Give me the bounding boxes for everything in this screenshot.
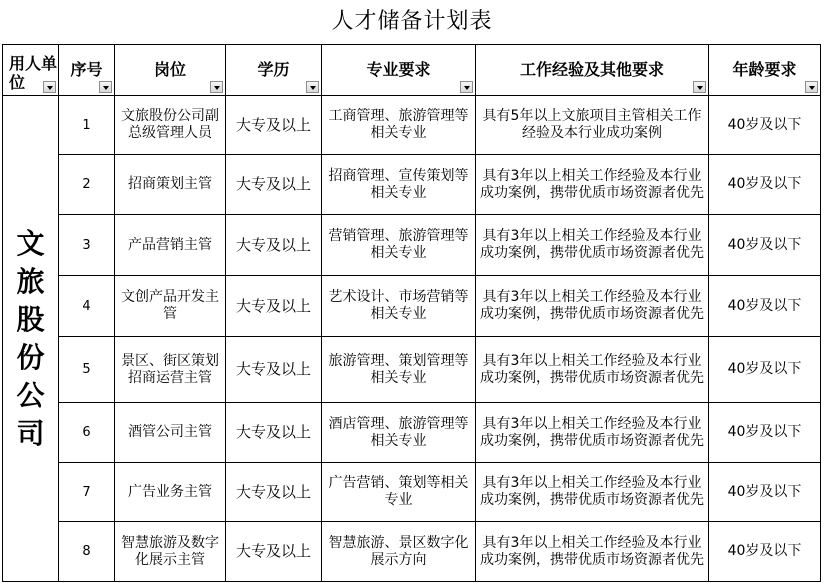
- major-cell: 智慧旅游、景区数字化展示方向: [322, 522, 476, 582]
- position-cell: 文创产品开发主管: [115, 276, 226, 337]
- header-row: [3, 45, 821, 96]
- table-row: [3, 522, 821, 582]
- company-cell: [3, 96, 59, 582]
- company-name: 文旅股份公司: [16, 226, 45, 450]
- header-major: [322, 45, 476, 96]
- header-experience-label: 工作经验及其他要求: [519, 60, 664, 79]
- major-cell: 艺术设计、市场营销等相关专业: [322, 276, 476, 337]
- header-age: [709, 45, 821, 96]
- header-seq: [59, 45, 115, 96]
- header-experience: [476, 45, 709, 96]
- filter-dropdown-icon[interactable]: [43, 81, 56, 93]
- education-cell: 大专及以上: [226, 522, 322, 582]
- position-cell: 产品营销主管: [115, 215, 226, 276]
- age-cell: 40岁及以下: [709, 522, 821, 582]
- experience-cell: 具有3年以上相关工作经验及本行业成功案例，携带优质市场资源者优先: [476, 155, 709, 215]
- education-cell: 大专及以上: [226, 155, 322, 215]
- position-cell: 招商策划主管: [115, 155, 226, 215]
- filter-dropdown-icon[interactable]: [210, 81, 223, 93]
- major-cell: 酒店管理、旅游管理等相关专业: [322, 403, 476, 463]
- seq-cell: 1: [59, 96, 115, 155]
- table-row: [3, 96, 821, 155]
- position-cell: 广告业务主管: [115, 463, 226, 522]
- table-row: [3, 403, 821, 463]
- age-cell: 40岁及以下: [709, 276, 821, 337]
- filter-dropdown-icon[interactable]: [306, 81, 319, 93]
- position-cell: 酒管公司主管: [115, 403, 226, 463]
- major-cell: 工商管理、旅游管理等相关专业: [322, 96, 476, 155]
- table-row: [3, 276, 821, 337]
- header-unit: [3, 45, 59, 96]
- experience-cell: 具有3年以上相关工作经验及本行业成功案例，携带优质市场资源者优先: [476, 276, 709, 337]
- age-cell: 40岁及以下: [709, 96, 821, 155]
- major-cell: 招商管理、宣传策划等相关专业: [322, 155, 476, 215]
- header-seq-label: 序号: [70, 60, 103, 79]
- seq-cell: 5: [59, 337, 115, 403]
- position-cell: 景区、街区策划招商运营主管: [115, 337, 226, 403]
- page-title: 人才储备计划表: [331, 9, 493, 34]
- header-education: [226, 45, 322, 96]
- education-cell: 大专及以上: [226, 337, 322, 403]
- seq-cell: 3: [59, 215, 115, 276]
- major-cell: 旅游管理、策划管理等相关专业: [322, 337, 476, 403]
- table-row: [3, 463, 821, 522]
- experience-cell: 具有3年以上相关工作经验及本行业成功案例，携带优质市场资源者优先: [476, 403, 709, 463]
- seq-cell: 4: [59, 276, 115, 337]
- table-row: [3, 215, 821, 276]
- table-row: [3, 337, 821, 403]
- seq-cell: 6: [59, 403, 115, 463]
- header-age-label: 年龄要求: [732, 60, 797, 79]
- position-cell: 智慧旅游及数字化展示主管: [115, 522, 226, 582]
- experience-cell: 具有3年以上相关工作经验及本行业成功案例，携带优质市场资源者优先: [476, 522, 709, 582]
- education-cell: 大专及以上: [226, 215, 322, 276]
- seq-cell: 2: [59, 155, 115, 215]
- header-major-label: 专业要求: [366, 60, 431, 79]
- age-cell: 40岁及以下: [709, 155, 821, 215]
- seq-cell: 8: [59, 522, 115, 582]
- age-cell: 40岁及以下: [709, 215, 821, 276]
- major-cell: 营销管理、旅游管理等相关专业: [322, 215, 476, 276]
- filter-dropdown-icon[interactable]: [805, 81, 818, 93]
- header-position-label: 岗位: [153, 60, 186, 79]
- major-cell: 广告营销、策划等相关专业: [322, 463, 476, 522]
- seq-cell: 7: [59, 463, 115, 522]
- education-cell: 大专及以上: [226, 96, 322, 155]
- filter-dropdown-icon[interactable]: [460, 81, 473, 93]
- education-cell: 大专及以上: [226, 463, 322, 522]
- experience-cell: 具有3年以上相关工作经验及本行业成功案例，携带优质市场资源者优先: [476, 463, 709, 522]
- education-cell: 大专及以上: [226, 403, 322, 463]
- age-cell: 40岁及以下: [709, 337, 821, 403]
- education-cell: 大专及以上: [226, 276, 322, 337]
- experience-cell: 具有5年以上文旅项目主管相关工作经验及本行业成功案例: [476, 96, 709, 155]
- age-cell: 40岁及以下: [709, 403, 821, 463]
- talent-plan-table: [2, 44, 821, 582]
- filter-dropdown-icon[interactable]: [693, 81, 706, 93]
- table-row: [3, 155, 821, 215]
- header-position: [115, 45, 226, 96]
- filter-dropdown-icon[interactable]: [99, 81, 112, 93]
- position-cell: 文旅股份公司副总级管理人员: [115, 96, 226, 155]
- age-cell: 40岁及以下: [709, 463, 821, 522]
- header-education-label: 学历: [257, 60, 290, 79]
- experience-cell: 具有3年以上相关工作经验及本行业成功案例，携带优质市场资源者优先: [476, 215, 709, 276]
- experience-cell: 具有3年以上相关工作经验及本行业成功案例，携带优质市场资源者优先: [476, 337, 709, 403]
- header-unit-label: 用人单位: [9, 53, 58, 92]
